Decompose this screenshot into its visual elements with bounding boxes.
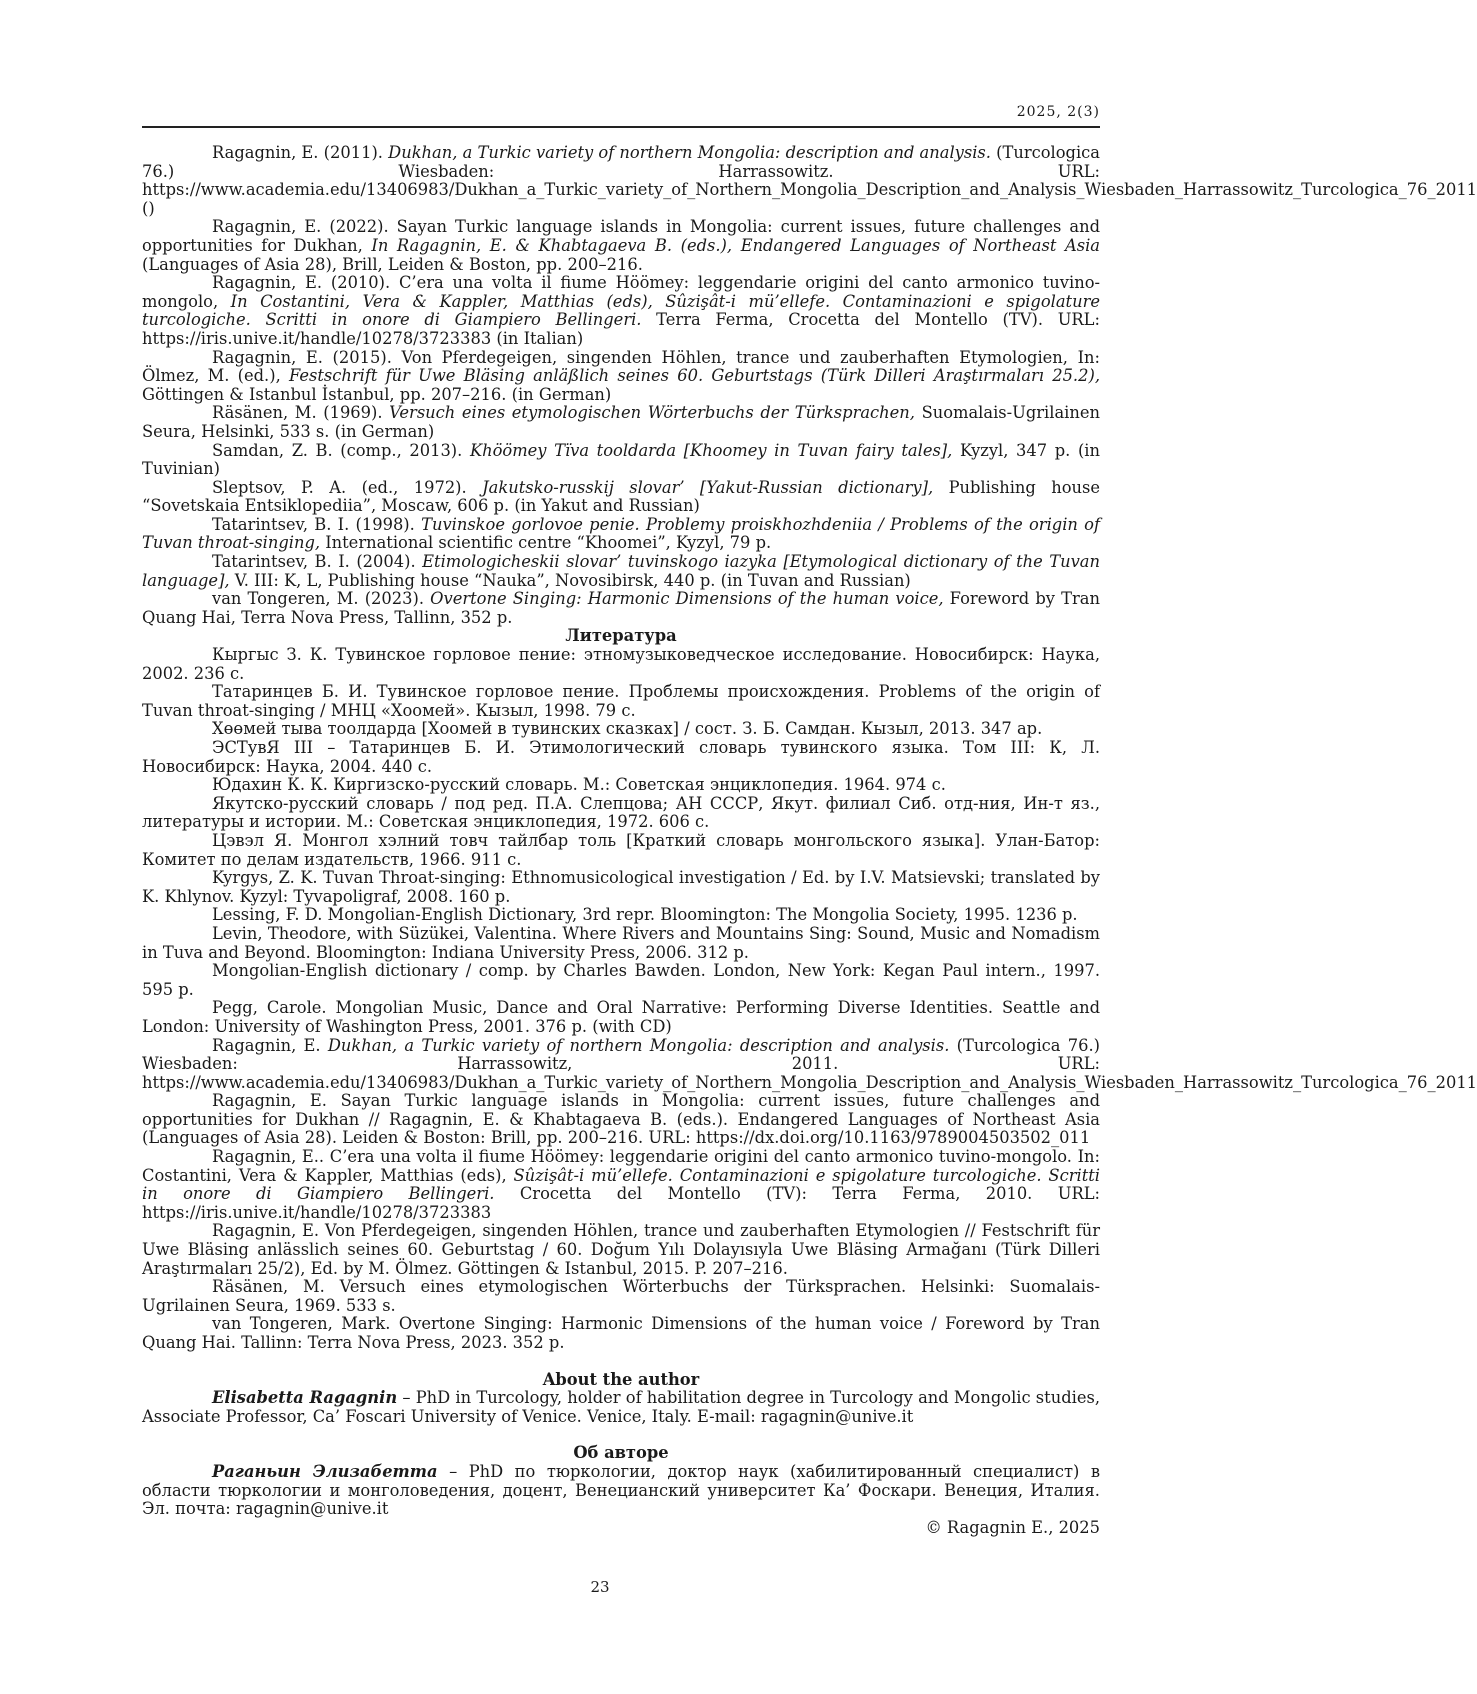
reference-text: International scientific centre “Khoomei”, Kyzyl, 79 p. (320, 533, 771, 552)
reference-title: In Ragagnin, E. & Khabtagaeva B. (eds.), Endangered Languages of Northeast Asia (371, 236, 1100, 255)
reference-entry (142, 906, 1100, 925)
reference-entry (142, 962, 1100, 999)
reference-text: Lessing, F. D. Mongolian-English Dictionary, 3rd repr. Bloomington: The Mongolia Society, 1995. 1236 p. (212, 905, 1078, 924)
reference-text: Ragagnin, E. (2011). (212, 143, 388, 162)
reference-text: Publishing house “Sovetskaia Entsiklopediia”, Moscaw, 606 p. (in Yakut and Russian) (142, 478, 1100, 516)
references-english (142, 144, 1100, 627)
reference-text: Tatarintsev, B. I. (1998). (212, 515, 421, 534)
reference-entry (142, 739, 1100, 776)
reference-entry (142, 925, 1100, 962)
reference-text: Ragagnin, E. Sayan Turkic language islands in Mongolia: current issues, future challenges and opportunities for Dukhan // Ragagnin, E. & Khabtagaeva B. (eds.). Endangered Languages of Northeast Asia (Languages of Asia 28). Leiden & Boston: Brill, pp. 200–216. URL: https://dx.doi.org/10.1163/9789004503502_011 (142, 1091, 1100, 1147)
spacer (142, 1426, 1100, 1444)
reference-entry (142, 646, 1100, 683)
about-author-text (142, 1389, 1100, 1426)
reference-text: Räsänen, M. (1969). (212, 403, 389, 422)
about-author-ru-heading: Об авторе (142, 1444, 1100, 1463)
header-rule (142, 126, 1100, 128)
spacer (142, 1353, 1100, 1371)
reference-text: Kyzyl, 347 p. (in Tuvinian) (142, 441, 1100, 479)
reference-entry (142, 516, 1100, 553)
reference-entry (142, 1222, 1100, 1278)
reference-entry (142, 776, 1100, 795)
reference-text: Ragagnin, E. (2022). Sayan Turkic language islands in Mongolia: current issues, future challenges and opportunities for Dukhan, (142, 217, 1100, 255)
reference-text: Юдахин К. К. Киргизско-русский словарь. М.: Советская энциклопедия. 1964. 974 с. (212, 775, 946, 794)
reference-text: Crocetta del Montello (TV): Terra Ferma, 2010. URL: https://iris.unive.it/handle/10278/3723383 (142, 1184, 1100, 1222)
reference-entry (142, 274, 1100, 348)
reference-entry (142, 553, 1100, 590)
reference-entry (142, 1315, 1100, 1352)
reference-text: Mongolian-English dictionary / comp. by Charles Bawden. London, New York: Kegan Paul intern., 1997. 595 p. (142, 961, 1100, 999)
reference-text: Татаринцев Б. И. Тувинское горловое пение. Проблемы происхождения. Problems of the origin of Tuvan throat-singing / МНЦ «Хоомей». Кызыл, 1998. 79 с. (142, 682, 1100, 720)
reference-title: Dukhan, a Turkic variety of northern Mongolia: description and analysis. (388, 143, 991, 162)
reference-text: Levin, Theodore, with Süzükei, Valentina. Where Rivers and Mountains Sing: Sound, Music and Nomadism in Tuva and Beyond. Bloomington: Indiana University Press, 2006. 312 p. (142, 924, 1100, 962)
reference-text: (Turcologica 76.) Wiesbaden: Harrassowitz, 2011. URL: https://www.academia.edu/13406983/Dukhan_a_Turkic_variety_of_Northern_Mongolia_Description_and_Analysis_Wiesbaden_Harrassowitz_Turcologica_76_2011 (142, 1036, 1477, 1092)
reference-title: In Costantini, Vera & Kappler, Matthias (eds), Sûzişât-i mü’ellefe. Contaminazioni e spigolature turcologiche. Scritti in onore di Giampiero Bellingeri. (142, 292, 1100, 330)
reference-text: Якутско-русский словарь / под ред. П.А. Слепцова; АН СССР, Якут. филиал Сиб. отд-ния, Ин-т яз., литературы и истории. М.: Советская энциклопедия, 1972. 606 с. (142, 794, 1100, 832)
author-bio: – PhD in Turcology, holder of habilitation degree in Turcology and Mongolic studies, Associate Professor, Ca’ Foscari University of Venice. Venice, Italy. E-mail: ragagnin@unive.it (142, 1388, 1100, 1426)
reference-title: Dukhan, a Turkic variety of northern Mongolia: description and analysis. (328, 1036, 950, 1055)
reference-text: Suomalais-Ugrilainen Seura, Helsinki, 533 s. (in German) (142, 403, 1100, 441)
reference-entry (142, 795, 1100, 832)
reference-entry (142, 999, 1100, 1036)
reference-entry (142, 1148, 1100, 1222)
reference-entry (142, 349, 1100, 405)
reference-title: Etimologicheskii slovar’ tuvinskogo iazyka [Etymological dictionary of the Tuvan language], (142, 552, 1100, 590)
reference-text: Tatarintsev, B. I. (2004). (212, 552, 422, 571)
reference-title: Overtone Singing: Harmonic Dimensions of the human voice, (430, 589, 943, 608)
reference-text: V. III: K, L, Publishing house “Nauka”, Novosibirsk, 440 p. (in Tuvan and Russian) (230, 571, 911, 590)
reference-title: Tuvinskoe gorlovoe penie. Problemy proiskhozhdeniia / Problems of the origin of Tuvan throat-singing, (142, 515, 1100, 553)
reference-text: Кыргыс З. К. Тувинское горловое пение: этномузыковедческое исследование. Новосибирск: Наука, 2002. 236 с. (142, 645, 1100, 683)
copyright: © Ragagnin E., 2025 (142, 1519, 1100, 1538)
author-name: Elisabetta Ragagnin (212, 1388, 397, 1407)
running-head: 2025, 2(3) (142, 104, 1100, 120)
reference-text: Ragagnin, E. (2015). Von Pferdegeigen, singenden Höhlen, trance und zauberhaften Etymologien, In: Ölmez, M. (ed.), (142, 348, 1100, 386)
author-bio-ru: – PhD по тюркологии, доктор наук (хабилитированный специалист) в области тюркологии и монголоведения, доцент, Венецианский университет Ка’ Фоскари. Венеция, Италия. Эл. почта: ragagnin@unive.it (142, 1462, 1100, 1518)
reference-text: Ragagnin, E. (2010). C’era una volta il fiume Höömey: leggendarie origini del canto armonico tuvino-mongolo, (142, 273, 1100, 311)
reference-entry (142, 720, 1100, 739)
reference-entry (142, 590, 1100, 627)
reference-entry (142, 869, 1100, 906)
reference-title: Festschrift für Uwe Bläsing anläßlich seines 60. Geburtstags (Türk Dilleri Araştırmaları 25.2), (289, 366, 1100, 385)
reference-text: ЭСТувЯ III – Татаринцев Б. И. Этимологический словарь тувинского языка. Том III: К, Л. Новосибирск: Наука, 2004. 440 с. (142, 738, 1100, 776)
reference-entry (142, 1278, 1100, 1315)
about-author-ru-text (142, 1463, 1100, 1519)
reference-entry (142, 218, 1100, 274)
reference-title: Versuch eines etymologischen Wörterbuchs der Türksprachen, (389, 403, 915, 422)
reference-text: Samdan, Z. B. (comp., 2013). (212, 441, 470, 460)
reference-entry (142, 144, 1100, 218)
reference-entry (142, 1037, 1100, 1093)
reference-entry (142, 479, 1100, 516)
reference-entry (142, 1092, 1100, 1148)
reference-text: Цэвэл Я. Монгол хэлний товч тайлбар толь [Краткий словарь монгольского языка]. Улан-Батор: Комитет по делам издательств, 1966. 911 с. (142, 831, 1100, 869)
reference-text: van Tongeren, Mark. Overtone Singing: Harmonic Dimensions of the human voice / Foreword by Tran Quang Hai. Tallinn: Terra Nova Press, 2023. 352 p. (142, 1314, 1100, 1352)
reference-text: (Turcologica 76.) Wiesbaden: Harrassowitz. URL: https://www.academia.edu/13406983/Dukhan_a_Turkic_variety_of_Northern_Mongolia_Description_and_Analysis_Wiesbaden_Harrassowitz_Turcologica_76_2011 () (142, 143, 1477, 218)
reference-text: Kyrgys, Z. K. Tuvan Throat-singing: Ethnomusicological investigation / Ed. by I.V. Matsievski; translated by K. Khlynov. Kyzyl: Tyvapoligraf, 2008. 160 p. (142, 868, 1100, 906)
reference-text: Ragagnin, E. Von Pferdegeigen, singenden Höhlen, trance und zauberhaften Etymologien // Festschrift für Uwe Bläsing anlässlich seines 60. Geburtstag / 60. Doğum Yılı Dolayısıyla Uwe Bläsing Armağanı (Türk Dilleri Araştırmaları 25/2), Ed. by M. Ölmez. Göttingen & Istanbul, 2015. P. 207–216. (142, 1221, 1100, 1277)
reference-text: Räsänen, M. Versuch eines etymologischen Wörterbuchs der Türksprachen. Helsinki: Suomalais-Ugrilainen Seura, 1969. 533 s. (142, 1277, 1100, 1315)
reference-text: Pegg, Carole. Mongolian Music, Dance and Oral Narrative: Performing Diverse Identities. Seattle and London: University of Washington Press, 2001. 376 p. (with CD) (142, 998, 1100, 1036)
reference-text: Terra Ferma, Crocetta del Montello (TV). URL: https://iris.unive.it/handle/10278/3723383 (in Italian) (142, 310, 1100, 348)
reference-text: Ragagnin, E.. C’era una volta il fiume Höömey: leggendarie origini del canto armonico tuvino-mongolo. In: Costantini, Vera & Kappler, Matthias (eds), (142, 1147, 1100, 1185)
reference-text: Foreword by Tran Quang Hai, Terra Nova Press, Tallinn, 352 p. (142, 589, 1100, 627)
document-page (0, 0, 1200, 1694)
literature-heading: Литература (142, 627, 1100, 646)
reference-text: Хөөмей тыва тоолдарда [Хоомей в тувинских сказках] / сост. З. Б. Самдан. Кызыл, 2013. 347 ар. (212, 719, 1042, 738)
reference-title: Jakutsko-russkij slovar’ [Yakut-Russian dictionary], (482, 478, 933, 497)
reference-text: van Tongeren, M. (2023). (212, 589, 430, 608)
reference-entry (142, 442, 1100, 479)
reference-title: Khöömey Tïva tooldarda [Khoomey in Tuvan fairy tales], (470, 441, 952, 460)
about-author-heading: About the author (142, 1371, 1100, 1390)
reference-text: Ragagnin, E. (212, 1036, 328, 1055)
reference-text: Sleptsov, P. A. (ed., 1972). (212, 478, 482, 497)
reference-entry (142, 832, 1100, 869)
reference-entry (142, 683, 1100, 720)
references-literature (142, 646, 1100, 1353)
reference-entry (142, 404, 1100, 441)
page-number: 23 (0, 1578, 1200, 1596)
reference-text: Göttingen & Istanbul İstanbul, pp. 207–216. (in German) (142, 385, 611, 404)
author-name-ru: Раганьин Элизабетта (212, 1462, 438, 1481)
reference-text: (Languages of Asia 28), Brill, Leiden & Boston, pp. 200–216. (142, 255, 643, 274)
reference-title: Sûzişât-i mü’ellefe. Contaminazioni e spigolature turcologiche. Scritti in onore di Giampiero Bellingeri. (142, 1166, 1100, 1204)
main-text (142, 144, 1100, 1537)
